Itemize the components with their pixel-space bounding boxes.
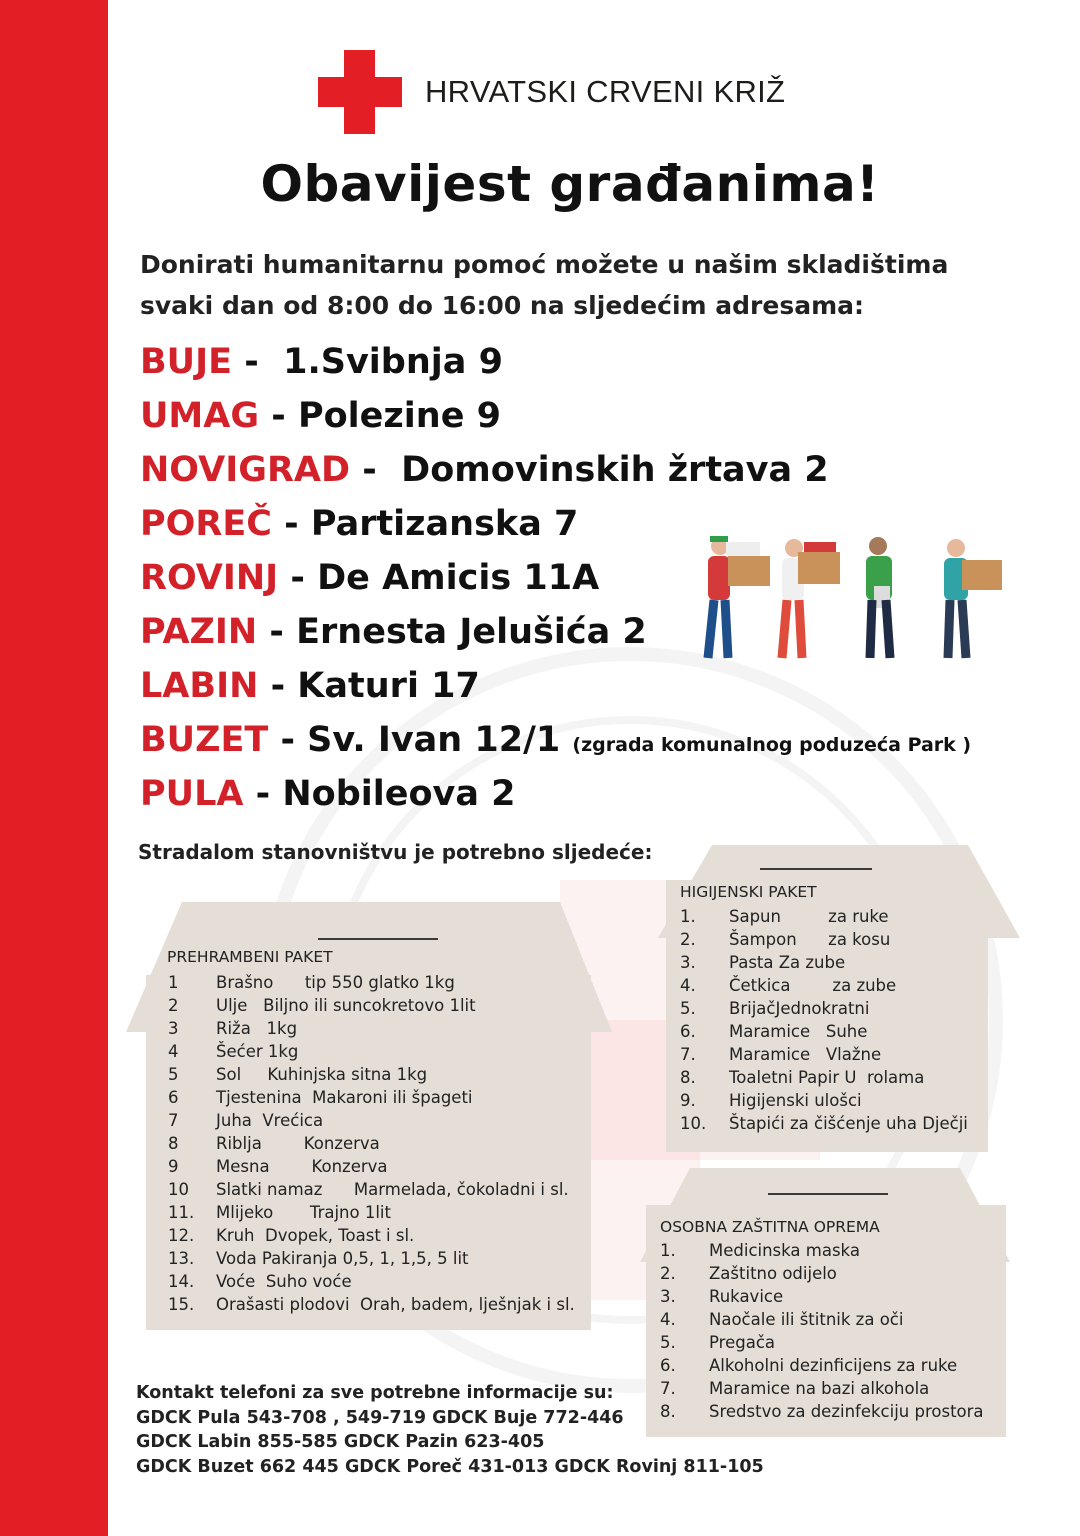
- item-number: 5: [168, 1065, 179, 1084]
- list-item: [680, 1043, 980, 1066]
- item-text: Riža 1kg: [216, 1019, 298, 1038]
- item-number: 7: [168, 1111, 179, 1130]
- list-item: [680, 1066, 980, 1089]
- item-number: 9: [168, 1157, 179, 1176]
- item-number: 15.: [168, 1295, 195, 1314]
- hygiene-package-title: HIGIJENSKI PAKET: [680, 883, 817, 901]
- list-item: [168, 1063, 588, 1086]
- list-item: [680, 951, 980, 974]
- page-title: Obavijest građanima!: [260, 155, 880, 213]
- item-number: 8: [168, 1134, 179, 1153]
- address-separator: -: [258, 666, 298, 706]
- address-text: Nobileova 2: [282, 774, 516, 814]
- item-number: 8.: [680, 1068, 696, 1087]
- contacts-line-3: GDCK Buzet 662 445 GDCK Poreč 431-013 GDCK Rovinj 811-105: [136, 1456, 764, 1477]
- address-row-novigrad: [140, 450, 829, 490]
- needs-heading: Stradalom stanovništvu je potrebno sljedeće:: [138, 840, 653, 864]
- item-text: Alkoholni dezinficijens za ruke: [709, 1356, 958, 1375]
- item-text: Pregača: [709, 1333, 775, 1352]
- contacts-block: [136, 1381, 764, 1479]
- item-number: 12.: [168, 1226, 195, 1245]
- item-number: 13.: [168, 1249, 195, 1268]
- item-text: Brašno tip 550 glatko 1kg: [216, 973, 455, 992]
- item-number: 1.: [660, 1241, 676, 1260]
- list-item: [680, 974, 980, 997]
- item-text: Sapun za ruke: [729, 907, 889, 926]
- list-item: [660, 1239, 1000, 1262]
- address-separator: -: [257, 612, 297, 652]
- address-text: Ernesta Jelušića 2: [296, 612, 647, 652]
- intro-line-2: svaki dan od 8:00 do 16:00 na sljedećim adresama:: [140, 291, 864, 320]
- item-text: Pasta Za zube: [729, 953, 846, 972]
- item-text: Maramice Vlažne: [729, 1045, 882, 1064]
- item-number: 9.: [680, 1091, 696, 1110]
- item-number: 3.: [660, 1287, 676, 1306]
- item-text: Mesna Konzerva: [216, 1157, 388, 1176]
- item-text: Slatki namaz Marmelada, čokoladni i sl.: [216, 1180, 569, 1199]
- item-number: 1.: [680, 907, 696, 926]
- address-row-rovinj: [140, 558, 599, 598]
- address-row-pula: [140, 774, 516, 814]
- item-text: Naočale ili štitnik za oči: [709, 1310, 904, 1329]
- item-text: Četkica za zube: [729, 976, 897, 995]
- address-row-buje: [140, 342, 503, 382]
- address-separator: -: [278, 558, 318, 598]
- intro-line-1: Donirati humanitarnu pomoć možete u našim skladištima: [140, 250, 949, 279]
- list-item: [168, 1017, 588, 1040]
- item-text: Medicinska maska: [709, 1241, 860, 1260]
- address-text: Polezine 9: [297, 396, 501, 436]
- list-item: [168, 1109, 588, 1132]
- item-text: BrijačJednokratni: [729, 999, 870, 1018]
- item-number: 2: [168, 996, 179, 1015]
- item-text: Riblja Konzerva: [216, 1134, 380, 1153]
- contacts-line-1: GDCK Pula 543-708 , 549-719 GDCK Buje 772-446: [136, 1407, 624, 1428]
- protection-package-title: OSOBNA ZAŠTITNA OPREMA: [660, 1218, 880, 1236]
- red-cross-logo-icon: [318, 50, 402, 134]
- item-text: Sol Kuhinjska sitna 1kg: [216, 1065, 428, 1084]
- address-row-labin: [140, 666, 480, 706]
- city-name: BUZET: [140, 720, 269, 760]
- address-separator: -: [259, 396, 298, 436]
- item-number: 4.: [680, 976, 696, 995]
- item-number: 10: [168, 1180, 189, 1199]
- food-package-title: PREHRAMBENI PAKET: [167, 948, 333, 966]
- food-package-list: [168, 971, 588, 1316]
- item-text: Mlijeko Trajno 1lit: [216, 1203, 391, 1222]
- item-text: Sredstvo za dezinfekciju prostora: [709, 1402, 984, 1421]
- list-item: [168, 1270, 588, 1293]
- address-row-porec: [140, 504, 578, 544]
- item-text: Tjestenina Makaroni ili špageti: [216, 1088, 473, 1107]
- address-text: Sv. Ivan 12/1: [307, 720, 561, 760]
- hygiene-package-list: [680, 905, 980, 1135]
- address-text: De Amicis 11A: [317, 558, 600, 598]
- item-number: 10.: [680, 1114, 707, 1133]
- address-separator: -: [268, 720, 308, 760]
- item-number: 3: [168, 1019, 179, 1038]
- address-row-umag: [140, 396, 501, 436]
- item-number: 7.: [660, 1379, 676, 1398]
- item-text: Maramice na bazi alkohola: [709, 1379, 930, 1398]
- contacts-heading: Kontakt telefoni za sve potrebne informacije su:: [136, 1383, 614, 1403]
- address-text: Domovinskih žrtava 2: [401, 450, 829, 490]
- city-name: BUJE: [140, 342, 233, 382]
- item-text: Juha Vrećica: [216, 1111, 324, 1130]
- list-item: [660, 1354, 1000, 1377]
- item-number: 6.: [660, 1356, 676, 1375]
- item-number: 4.: [660, 1310, 676, 1329]
- item-text: Zaštitno odijelo: [709, 1264, 837, 1283]
- volunteers-carrying-boxes-icon: [698, 530, 1018, 670]
- address-separator: -: [350, 450, 402, 490]
- item-number: 14.: [168, 1272, 195, 1291]
- list-item: [168, 994, 588, 1017]
- org-name: HRVATSKI CRVENI KRIŽ: [425, 74, 786, 109]
- item-text: Voće Suho voće: [216, 1272, 352, 1291]
- item-text: Ulje Biljno ili suncokretovo 1lit: [216, 996, 476, 1015]
- city-name: LABIN: [140, 666, 259, 706]
- contacts-line-2: GDCK Labin 855-585 GDCK Pazin 623-405: [136, 1432, 545, 1452]
- list-item: [168, 971, 588, 994]
- list-item: [660, 1285, 1000, 1308]
- item-text: Higijenski ulošci: [729, 1091, 862, 1110]
- list-item: [680, 1112, 980, 1135]
- item-text: Šećer 1kg: [216, 1042, 299, 1061]
- address-separator: -: [243, 774, 283, 814]
- item-text: Toaletni Papir U rolama: [729, 1068, 925, 1087]
- list-item: [168, 1132, 588, 1155]
- city-name: UMAG: [140, 396, 260, 436]
- list-item: [660, 1262, 1000, 1285]
- list-item: [660, 1308, 1000, 1331]
- item-text: Šampon za kosu: [729, 930, 891, 949]
- list-item: [680, 1089, 980, 1112]
- item-number: 11.: [168, 1203, 195, 1222]
- list-item: [168, 1178, 588, 1201]
- item-number: 8.: [660, 1402, 676, 1421]
- item-text: Voda Pakiranja 0,5, 1, 1,5, 5 lit: [216, 1249, 469, 1268]
- address-text: 1.Svibnja 9: [283, 342, 503, 382]
- item-number: 7.: [680, 1045, 696, 1064]
- list-item: [168, 1247, 588, 1270]
- list-item: [680, 997, 980, 1020]
- city-name: POREČ: [140, 504, 272, 544]
- item-number: 5.: [660, 1333, 676, 1352]
- item-text: Kruh Dvopek, Toast i sl.: [216, 1226, 415, 1245]
- address-separator: -: [232, 342, 284, 382]
- item-number: 5.: [680, 999, 696, 1018]
- address-separator: -: [271, 504, 311, 544]
- item-number: 6.: [680, 1022, 696, 1041]
- list-item: [168, 1040, 588, 1063]
- city-name: PAZIN: [140, 612, 258, 652]
- item-number: 1: [168, 973, 179, 992]
- item-text: Rukavice: [709, 1287, 784, 1306]
- list-item: [168, 1155, 588, 1178]
- item-text: Maramice Suhe: [729, 1022, 868, 1041]
- list-item: [680, 928, 980, 951]
- item-text: Štapići za čišćenje uha Dječji: [729, 1114, 968, 1133]
- list-item: [168, 1224, 588, 1247]
- item-number: 2.: [680, 930, 696, 949]
- address-note: (zgrada komunalnog poduzeća Park ): [572, 734, 972, 756]
- item-text: Orašasti plodovi Orah, badem, lješnjak i sl.: [216, 1295, 575, 1314]
- city-name: NOVIGRAD: [140, 450, 351, 490]
- list-item: [680, 1020, 980, 1043]
- item-number: 3.: [680, 953, 696, 972]
- city-name: PULA: [140, 774, 244, 814]
- list-item: [680, 905, 980, 928]
- item-number: 2.: [660, 1264, 676, 1283]
- address-text: Partizanska 7: [310, 504, 579, 544]
- list-item: [660, 1331, 1000, 1354]
- address-row-pazin: [140, 612, 647, 652]
- city-name: ROVINJ: [140, 558, 279, 598]
- list-item: [168, 1086, 588, 1109]
- item-number: 6: [168, 1088, 179, 1107]
- address-text: Katuri 17: [297, 666, 480, 706]
- item-number: 4: [168, 1042, 179, 1061]
- list-item: [168, 1201, 588, 1224]
- intro-text: [140, 244, 948, 326]
- list-item: [168, 1293, 588, 1316]
- address-row-buzet: [140, 720, 971, 760]
